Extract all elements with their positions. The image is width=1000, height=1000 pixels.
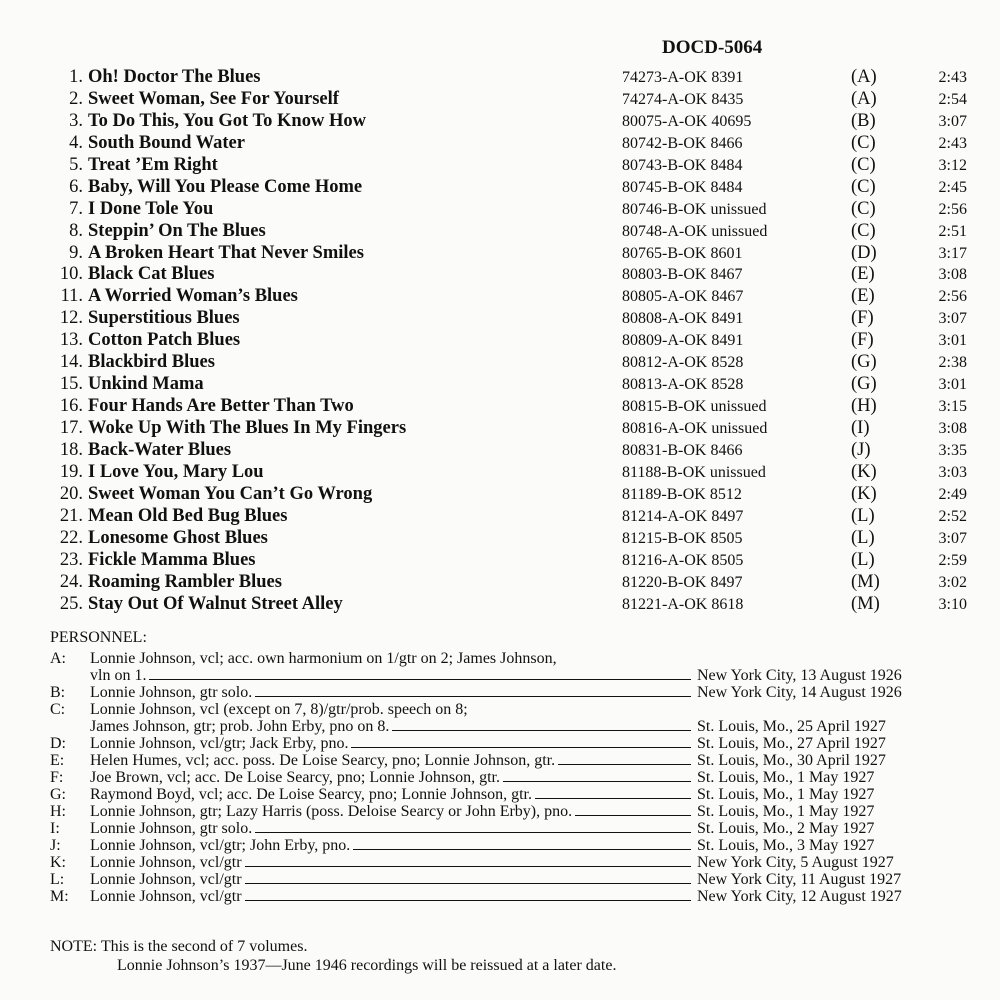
- track-title: Black Cat Blues: [88, 264, 215, 285]
- personnel-line: Lonnie Johnson, vcl/gtr: [90, 888, 242, 905]
- personnel-line-ruled: [90, 735, 695, 752]
- track-row: [0, 352, 1000, 374]
- personnel-line: Lonnie Johnson, vcl/gtr: [90, 871, 242, 888]
- personnel-line-ruled: [90, 718, 695, 735]
- matrix-number: 80743-B-OK 8484: [622, 156, 743, 174]
- session-place-date: St. Louis, Mo., 1 May 1927: [697, 803, 875, 820]
- track-row: [0, 177, 1000, 199]
- session-key: B:: [50, 684, 66, 701]
- personnel-line: Lonnie Johnson, vcl (except on 7, 8)/gtr/prob. speech on 8;: [90, 701, 468, 718]
- track-number: 25.: [59, 593, 83, 614]
- track-row: [0, 594, 1000, 616]
- track-title: Cotton Patch Blues: [88, 330, 241, 351]
- personnel-heading: PERSONNEL:: [50, 629, 147, 646]
- track-number: 15.: [59, 374, 83, 395]
- leader-rule: [351, 747, 691, 748]
- personnel-line: Joe Brown, vcl; acc. De Loise Searcy, pno; Lonnie Johnson, gtr.: [90, 769, 500, 786]
- track-number: 18.: [59, 439, 83, 460]
- track-row: [0, 550, 1000, 572]
- session-code: (H): [851, 396, 877, 417]
- track-number: 22.: [59, 527, 83, 548]
- session-code: (F): [851, 330, 874, 351]
- note-line-2: Lonnie Johnson’s 1937—June 1946 recordings will be reissued at a later date.: [117, 957, 617, 974]
- session-key: A:: [50, 650, 66, 667]
- session-place-date: St. Louis, Mo., 30 April 1927: [697, 752, 886, 769]
- track-number: 19.: [59, 461, 83, 482]
- track-duration: 3:07: [938, 529, 967, 547]
- track-row: [0, 308, 1000, 330]
- session-code: (A): [851, 88, 877, 109]
- track-duration: 2:56: [938, 200, 967, 218]
- track-duration: 3:08: [938, 420, 967, 437]
- session-code: (E): [851, 286, 875, 307]
- track-title: A Broken Heart That Never Smiles: [88, 242, 364, 263]
- track-number: 5.: [69, 154, 83, 175]
- track-duration: 3:07: [938, 112, 967, 130]
- personnel-line-ruled: [90, 752, 695, 769]
- track-number: 14.: [59, 352, 83, 373]
- session-code: (C): [851, 220, 876, 241]
- track-duration: 3:02: [938, 573, 967, 591]
- track-number: 23.: [59, 549, 83, 570]
- session-code: (I): [851, 418, 870, 438]
- session-code: (K): [851, 461, 877, 482]
- track-duration: 2:49: [938, 485, 967, 503]
- matrix-number: 80815-B-OK unissued: [622, 398, 767, 416]
- track-row: [0, 506, 1000, 528]
- track-duration: 2:54: [938, 90, 967, 108]
- session-place-date: St. Louis, Mo., 2 May 1927: [697, 820, 875, 837]
- catalog-number: DOCD-5064: [662, 37, 763, 58]
- personnel-line: James Johnson, gtr; prob. John Erby, pno on 8.: [90, 718, 390, 735]
- track-row: [0, 243, 1000, 265]
- note-line-1: NOTE: This is the second of 7 volumes.: [50, 938, 308, 955]
- track-number: 21.: [59, 505, 83, 526]
- track-title: I Done Tole You: [88, 198, 214, 219]
- track-duration: 3:17: [938, 244, 967, 262]
- leader-rule: [535, 798, 691, 799]
- session-place-date: St. Louis, Mo., 25 April 1927: [697, 718, 886, 735]
- session-code: (C): [851, 198, 876, 219]
- track-number: 10.: [59, 264, 83, 285]
- session-place-date: St. Louis, Mo., 1 May 1927: [697, 786, 875, 803]
- session-code: (A): [851, 67, 877, 87]
- track-title: Stay Out Of Walnut Street Alley: [88, 593, 343, 614]
- session-place-date: New York City, 11 August 1927: [697, 871, 902, 888]
- personnel-line: Raymond Boyd, vcl; acc. De Loise Searcy, pno; Lonnie Johnson, gtr.: [90, 786, 532, 803]
- leader-rule: [575, 815, 691, 816]
- track-title: Mean Old Bed Bug Blues: [88, 505, 288, 526]
- track-duration: 2:52: [938, 507, 967, 525]
- session-code: (F): [851, 308, 874, 329]
- track-number: 13.: [59, 330, 83, 351]
- track-row: [0, 396, 1000, 418]
- track-number: 17.: [59, 418, 83, 438]
- leader-rule: [245, 900, 691, 901]
- session-code: (L): [851, 527, 875, 548]
- track-duration: 3:12: [938, 156, 967, 174]
- personnel-line: Lonnie Johnson, vcl/gtr; John Erby, pno.: [90, 837, 351, 854]
- personnel-line-ruled: [90, 786, 695, 803]
- personnel-line: Helen Humes, vcl; acc. poss. De Loise Searcy, pno; Lonnie Johnson, gtr.: [90, 752, 556, 769]
- personnel-line: Lonnie Johnson, vcl/gtr; Jack Erby, pno.: [90, 735, 349, 752]
- track-number: 3.: [69, 110, 83, 131]
- session-key: J:: [50, 837, 61, 854]
- session-code: (J): [851, 439, 871, 460]
- track-row: [0, 89, 1000, 111]
- track-title: Superstitious Blues: [88, 308, 240, 329]
- session-code: (L): [851, 549, 875, 570]
- personnel-line-ruled: [90, 803, 695, 820]
- matrix-number: 81189-B-OK 8512: [622, 485, 742, 503]
- track-row: [0, 330, 1000, 352]
- matrix-number: 80805-A-OK 8467: [622, 288, 744, 306]
- personnel-line: Lonnie Johnson, vcl; acc. own harmonium on 1/gtr on 2; James Johnson,: [90, 650, 557, 667]
- personnel-line-ruled: [90, 820, 695, 837]
- session-key: L:: [50, 871, 65, 888]
- track-row: [0, 155, 1000, 177]
- track-number: 24.: [59, 571, 83, 592]
- leader-rule: [149, 679, 691, 680]
- matrix-number: 80745-B-OK 8484: [622, 178, 743, 196]
- track-duration: 3:07: [938, 310, 967, 328]
- track-list: [0, 67, 1000, 615]
- track-duration: 2:45: [938, 178, 967, 196]
- track-number: 1.: [69, 67, 83, 87]
- track-duration: 2:59: [938, 551, 967, 569]
- track-duration: 2:56: [938, 288, 967, 306]
- matrix-number: 80831-B-OK 8466: [622, 441, 743, 459]
- session-code: (C): [851, 176, 876, 197]
- track-row: [0, 528, 1000, 550]
- track-number: 6.: [69, 176, 83, 197]
- session-key: E:: [50, 752, 65, 769]
- track-row: [0, 374, 1000, 396]
- session-key: K:: [50, 854, 66, 871]
- track-number: 8.: [69, 220, 83, 241]
- personnel-line-ruled: [90, 684, 695, 701]
- session-key: I:: [50, 820, 60, 837]
- matrix-number: 80813-A-OK 8528: [622, 376, 744, 394]
- session-key: F:: [50, 769, 64, 786]
- track-row: [0, 484, 1000, 506]
- matrix-number: 81214-A-OK 8497: [622, 507, 744, 525]
- session-code: (M): [851, 571, 880, 592]
- personnel-line-ruled: [90, 871, 695, 888]
- leader-rule: [353, 849, 691, 850]
- track-row: [0, 462, 1000, 484]
- matrix-number: 80742-B-OK 8466: [622, 134, 743, 152]
- track-number: 20.: [59, 483, 83, 504]
- session-key: H:: [50, 803, 66, 820]
- matrix-number: 80816-A-OK unissued: [622, 420, 768, 437]
- session-code: (G): [851, 352, 877, 373]
- track-title: Unkind Mama: [88, 374, 204, 395]
- matrix-number: 80075-A-OK 40695: [622, 112, 752, 130]
- track-title: Woke Up With The Blues In My Fingers: [88, 418, 407, 438]
- session-key: D:: [50, 735, 66, 752]
- track-title: A Worried Woman’s Blues: [88, 286, 298, 307]
- session-code: (G): [851, 374, 877, 395]
- track-row: [0, 572, 1000, 594]
- track-row: [0, 286, 1000, 308]
- matrix-number: 80765-B-OK 8601: [622, 244, 743, 262]
- track-duration: 2:38: [938, 354, 967, 372]
- session-place-date: St. Louis, Mo., 27 April 1927: [697, 735, 886, 752]
- matrix-number: 80812-A-OK 8528: [622, 354, 744, 372]
- track-row: [0, 111, 1000, 133]
- matrix-number: 80748-A-OK unissued: [622, 222, 768, 240]
- track-title: South Bound Water: [88, 132, 245, 153]
- session-key: G:: [50, 786, 66, 803]
- track-row: [0, 440, 1000, 462]
- session-code: (K): [851, 483, 877, 504]
- matrix-number: 81216-A-OK 8505: [622, 551, 744, 569]
- track-duration: 2:43: [938, 134, 967, 152]
- matrix-number: 81215-B-OK 8505: [622, 529, 743, 547]
- track-number: 2.: [69, 88, 83, 109]
- leader-rule: [245, 883, 691, 884]
- track-duration: 3:15: [938, 398, 967, 416]
- matrix-number: 80803-B-OK 8467: [622, 266, 743, 284]
- track-title: To Do This, You Got To Know How: [88, 110, 366, 131]
- session-place-date: St. Louis, Mo., 1 May 1927: [697, 769, 875, 786]
- track-row: [0, 199, 1000, 221]
- track-number: 9.: [69, 242, 83, 263]
- track-title: Sweet Woman, See For Yourself: [88, 88, 339, 109]
- session-place-date: New York City, 14 August 1926: [697, 684, 902, 701]
- track-title: Lonesome Ghost Blues: [88, 527, 268, 548]
- personnel-line: Lonnie Johnson, gtr solo.: [90, 820, 253, 837]
- personnel-line: Lonnie Johnson, gtr; Lazy Harris (poss. Deloise Searcy or John Erby), pno.: [90, 803, 573, 820]
- matrix-number: 80746-B-OK unissued: [622, 200, 767, 218]
- personnel-line-ruled: [90, 854, 695, 871]
- session-code: (B): [851, 110, 876, 131]
- leader-rule: [558, 764, 691, 765]
- track-title: Blackbird Blues: [88, 352, 215, 373]
- leader-rule: [255, 832, 691, 833]
- track-number: 11.: [60, 286, 83, 307]
- track-duration: 2:43: [938, 69, 967, 86]
- track-number: 12.: [59, 308, 83, 329]
- track-title: Steppin’ On The Blues: [88, 220, 266, 241]
- track-row: [0, 133, 1000, 155]
- track-duration: 3:03: [938, 463, 967, 481]
- session-code: (L): [851, 505, 875, 526]
- personnel-line: vln on 1.: [90, 667, 147, 684]
- track-title: I Love You, Mary Lou: [88, 461, 264, 482]
- personnel-line: Lonnie Johnson, vcl/gtr: [90, 854, 242, 871]
- matrix-number: 81220-B-OK 8497: [622, 573, 743, 591]
- matrix-number: 74274-A-OK 8435: [622, 90, 744, 108]
- track-title: Baby, Will You Please Come Home: [88, 176, 363, 197]
- personnel-line-ruled: [90, 667, 695, 684]
- track-duration: 3:10: [938, 595, 967, 613]
- personnel-line: Lonnie Johnson, gtr solo.: [90, 684, 253, 701]
- session-code: (M): [851, 593, 880, 614]
- track-number: 16.: [59, 396, 83, 417]
- track-row: [0, 264, 1000, 286]
- session-key: C:: [50, 701, 66, 718]
- session-place-date: St. Louis, Mo., 3 May 1927: [697, 837, 875, 854]
- session-code: (E): [851, 264, 875, 285]
- track-duration: 2:51: [938, 222, 967, 240]
- track-title: Fickle Mamma Blues: [88, 549, 256, 570]
- session-place-date: New York City, 13 August 1926: [697, 667, 902, 684]
- track-row: [0, 221, 1000, 243]
- matrix-number: 80809-A-OK 8491: [622, 332, 744, 350]
- track-duration: 3:01: [938, 332, 967, 350]
- track-duration: 3:08: [938, 266, 967, 284]
- track-title: Back-Water Blues: [88, 439, 232, 460]
- track-row: [0, 418, 1000, 440]
- session-code: (D): [851, 242, 877, 263]
- track-title: Four Hands Are Better Than Two: [88, 396, 354, 417]
- matrix-number: 81188-B-OK unissued: [622, 463, 766, 481]
- track-number: 4.: [69, 132, 83, 153]
- leader-rule: [245, 866, 691, 867]
- personnel-line-ruled: [90, 888, 695, 905]
- personnel-line-ruled: [90, 769, 695, 786]
- track-duration: 3:35: [938, 441, 967, 459]
- session-code: (C): [851, 154, 876, 175]
- leader-rule: [392, 730, 691, 731]
- track-duration: 3:01: [938, 376, 967, 394]
- track-title: Sweet Woman You Can’t Go Wrong: [88, 483, 373, 504]
- matrix-number: 74273-A-OK 8391: [622, 69, 744, 86]
- session-code: (C): [851, 132, 876, 153]
- track-number: 7.: [69, 198, 83, 219]
- track-title: Treat ’Em Right: [88, 154, 218, 175]
- leader-rule: [503, 781, 691, 782]
- session-key: M:: [50, 888, 69, 905]
- session-place-date: New York City, 5 August 1927: [697, 854, 894, 871]
- track-title: Oh! Doctor The Blues: [88, 67, 261, 87]
- track-row: [0, 67, 1000, 89]
- session-place-date: New York City, 12 August 1927: [697, 888, 902, 905]
- track-title: Roaming Rambler Blues: [88, 571, 282, 592]
- matrix-number: 80808-A-OK 8491: [622, 310, 744, 328]
- matrix-number: 81221-A-OK 8618: [622, 595, 744, 613]
- leader-rule: [255, 696, 691, 697]
- personnel-line-ruled: [90, 837, 695, 854]
